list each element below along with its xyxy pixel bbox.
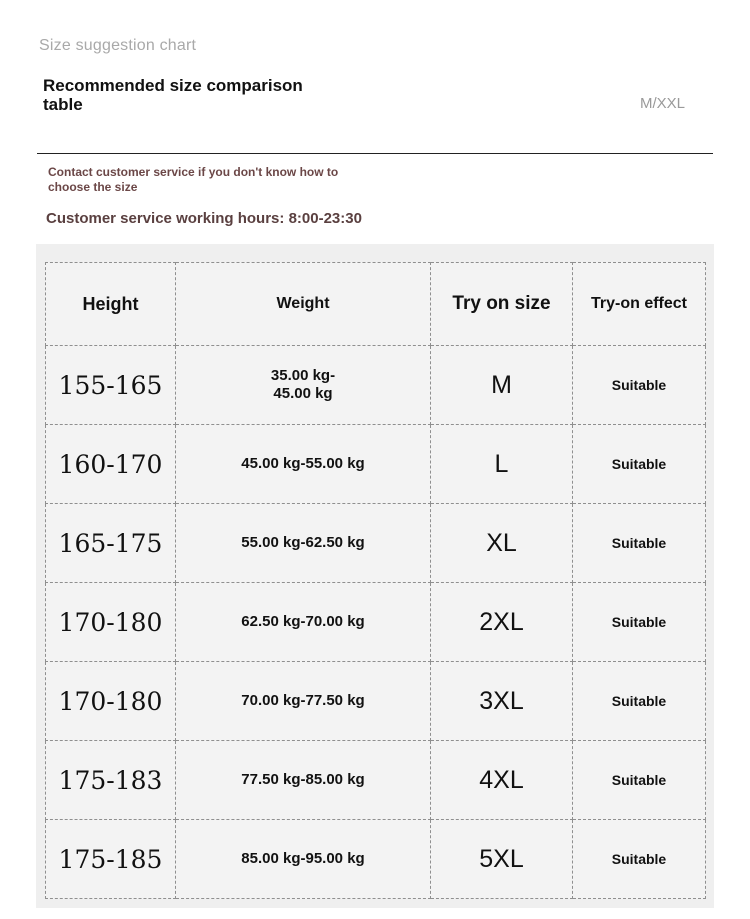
size-range-label: M/XXL (640, 95, 686, 112)
size-cell: M (431, 346, 573, 425)
effect-cell: Suitable (573, 820, 706, 899)
header-divider (37, 153, 713, 154)
column-header-height: Height (46, 263, 176, 346)
weight-value: 70.00 kg-77.50 kg (241, 692, 365, 709)
effect-cell: Suitable (573, 583, 706, 662)
weight-value: 85.00 kg-95.00 kg (241, 850, 365, 867)
weight-value: 77.50 kg-85.00 kg (241, 771, 365, 788)
height-cell: 165-175 (46, 504, 176, 583)
page-title: Recommended size comparison table (43, 76, 303, 114)
size-cell: XL (431, 504, 573, 583)
size-cell: L (431, 425, 573, 504)
weight-cell (176, 425, 431, 504)
height-cell: 175-185 (46, 820, 176, 899)
effect-cell: Suitable (573, 504, 706, 583)
contact-notice: Contact customer service if you don't know how to choose the size (48, 165, 339, 194)
effect-cell: Suitable (573, 425, 706, 504)
effect-cell: Suitable (573, 741, 706, 820)
height-cell: 175-183 (46, 741, 176, 820)
weight-value: 55.00 kg-62.50 kg (241, 534, 365, 551)
weight-value: 35.00 kg-45.00 kg (270, 367, 336, 402)
effect-cell: Suitable (573, 662, 706, 741)
column-header-weight: Weight (176, 263, 431, 346)
weight-cell (176, 504, 431, 583)
table-row (46, 583, 706, 662)
size-cell: 5XL (431, 820, 573, 899)
table-row (46, 504, 706, 583)
height-cell: 155-165 (46, 346, 176, 425)
column-header-try-on-size: Try on size (431, 263, 573, 346)
table-row (46, 820, 706, 899)
size-cell: 4XL (431, 741, 573, 820)
weight-cell (176, 662, 431, 741)
weight-cell (176, 583, 431, 662)
table-row (46, 346, 706, 425)
weight-cell (176, 346, 431, 425)
service-hours: Customer service working hours: 8:00-23:30 (46, 210, 362, 227)
height-cell: 160-170 (46, 425, 176, 504)
size-cell: 3XL (431, 662, 573, 741)
weight-cell (176, 820, 431, 899)
size-cell: 2XL (431, 583, 573, 662)
column-header-try-on-effect: Try-on effect (573, 263, 706, 346)
table-row (46, 662, 706, 741)
table-row (46, 741, 706, 820)
chart-subtitle: Size suggestion chart (39, 37, 197, 54)
weight-cell (176, 741, 431, 820)
table-row (46, 425, 706, 504)
weight-value: 62.50 kg-70.00 kg (241, 613, 365, 630)
weight-value: 45.00 kg-55.00 kg (241, 455, 365, 472)
size-table (45, 262, 706, 899)
height-cell: 170-180 (46, 583, 176, 662)
size-table-panel (36, 244, 714, 908)
effect-cell: Suitable (573, 346, 706, 425)
height-cell: 170-180 (46, 662, 176, 741)
table-header-row (46, 263, 706, 346)
